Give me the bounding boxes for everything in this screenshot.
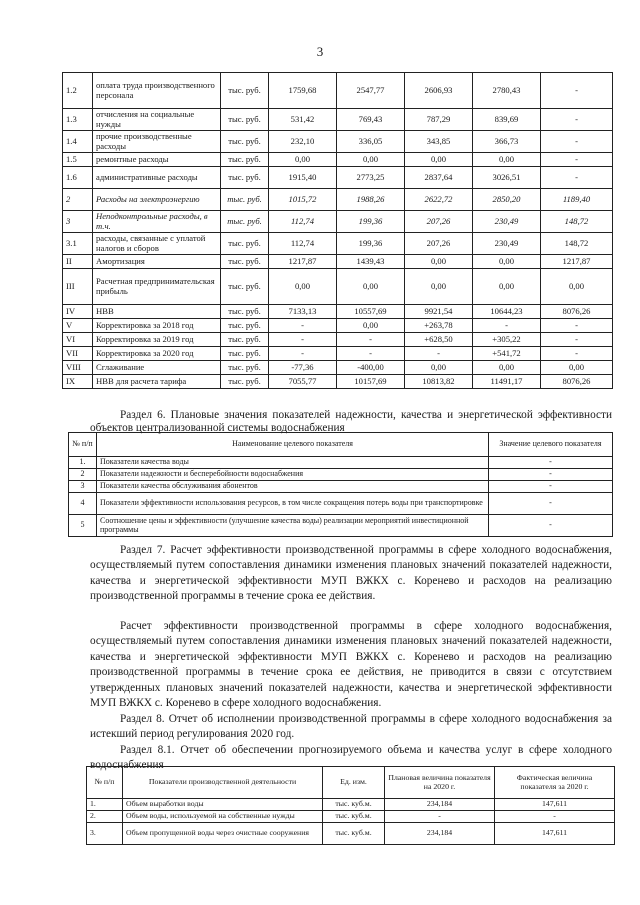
row-name: Расходы на электроэнергию: [93, 189, 221, 211]
row-value-v4: 839,69: [473, 109, 541, 131]
table-row: [87, 811, 615, 823]
row-value-v2: 0,00: [337, 153, 405, 167]
row-value-v2: -: [337, 333, 405, 347]
table-row: [63, 73, 613, 109]
row-unit: тыс. куб.м.: [323, 823, 385, 845]
row-number: 2: [69, 469, 97, 481]
row-value-v5: -: [541, 167, 613, 189]
row-value-v5: 148,72: [541, 233, 613, 255]
row-value-v5: 8076,26: [541, 305, 613, 319]
row-number: 3: [63, 211, 93, 233]
row-value-v1: -: [269, 347, 337, 361]
row-name: Амортизация: [93, 255, 221, 269]
row-name: прочие производственные расходы: [93, 131, 221, 153]
row-value-v4: 366,73: [473, 131, 541, 153]
row-value-v1: 7055,77: [269, 375, 337, 389]
row-value-v3: 2622,72: [405, 189, 473, 211]
row-unit: тыс. руб.: [221, 361, 269, 375]
row-unit: тыс. руб.: [221, 319, 269, 333]
row-number: IX: [63, 375, 93, 389]
row-fact: 147,611: [495, 823, 615, 845]
row-value-v2: -400,00: [337, 361, 405, 375]
row-value-v5: -: [541, 153, 613, 167]
row-number: 1.3: [63, 109, 93, 131]
table-row: [87, 823, 615, 845]
col-header-plan: Плановая величина показателя на 2020 г.: [385, 767, 495, 799]
row-value-v2: 2547,77: [337, 73, 405, 109]
row-number: VI: [63, 333, 93, 347]
table-row: [63, 319, 613, 333]
col-header-number: № п/п: [87, 767, 123, 799]
row-name: Корректировка за 2019 год: [93, 333, 221, 347]
row-name: Показатели надежности и бесперебойности водоснабжения: [97, 469, 489, 481]
row-value-v2: 199,36: [337, 211, 405, 233]
row-number: 2: [63, 189, 93, 211]
row-name: НВВ для расчета тарифа: [93, 375, 221, 389]
row-value-v3: 0,00: [405, 361, 473, 375]
row-unit: тыс. руб.: [221, 347, 269, 361]
row-value-v1: 1015,72: [269, 189, 337, 211]
col-header-fact: Фактическая величина показателя за 2020 г.: [495, 767, 615, 799]
row-value: -: [489, 481, 613, 493]
row-value-v1: 1759,68: [269, 73, 337, 109]
table-row: [63, 167, 613, 189]
section81-heading: Раздел 8.1. Отчет об обеспечении прогнозируемого объема и качества услуг в сфере холодного водоснабжения: [90, 744, 612, 772]
table-row: [63, 269, 613, 305]
row-value: -: [489, 515, 613, 537]
row-value-v3: 2606,93: [405, 73, 473, 109]
row-unit: тыс. руб.: [221, 233, 269, 255]
row-value-v1: 0,00: [269, 269, 337, 305]
row-fact: 147,611: [495, 799, 615, 811]
table-row: [69, 481, 613, 493]
row-unit: тыс. куб.м.: [323, 811, 385, 823]
row-number: 5: [69, 515, 97, 537]
table-row: [69, 469, 613, 481]
row-number: 1.: [69, 457, 97, 469]
row-name: Показатели качества обслуживания абонентов: [97, 481, 489, 493]
row-value-v2: 10157,69: [337, 375, 405, 389]
row-value-v3: +263,78: [405, 319, 473, 333]
row-unit: тыс. руб.: [221, 269, 269, 305]
row-value-v2: 199,36: [337, 233, 405, 255]
row-value-v5: 8076,26: [541, 375, 613, 389]
row-name: административные расходы: [93, 167, 221, 189]
table-row: [63, 131, 613, 153]
row-unit: тыс. руб.: [221, 189, 269, 211]
row-name: расходы, связанные с уплатой налогов и сборов: [93, 233, 221, 255]
row-name: Расчетная предпринимательская прибыль: [93, 269, 221, 305]
cost-table: [62, 72, 613, 389]
row-name: НВВ: [93, 305, 221, 319]
row-value-v2: 0,00: [337, 269, 405, 305]
row-value-v2: -: [337, 347, 405, 361]
table-row: [69, 457, 613, 469]
table-row: [63, 305, 613, 319]
row-name: Объем выработки воды: [123, 799, 323, 811]
section6-heading: Раздел 6. Плановые значения показателей надежности, качества и энергетической эффективности объектов централизованной системы водоснабжения: [90, 409, 612, 434]
row-value-v1: 7133,13: [269, 305, 337, 319]
table-row: [63, 255, 613, 269]
table-row: [63, 109, 613, 131]
row-value: -: [489, 469, 613, 481]
row-value-v5: -: [541, 73, 613, 109]
row-value-v1: 531,42: [269, 109, 337, 131]
table-row: [69, 515, 613, 537]
row-value-v4: 11491,17: [473, 375, 541, 389]
col-header-value: Значение целевого показателя: [489, 433, 613, 457]
row-value-v3: 787,29: [405, 109, 473, 131]
row-value-v1: 0,00: [269, 153, 337, 167]
row-value-v3: 343,85: [405, 131, 473, 153]
section7-heading: Раздел 7. Расчет эффективности производственной программы в сфере холодного водоснабжения, осуществляемый путем сопоставления динамики изменения плановых значений показателей надежности, качества и энергетической эффективности МУП ВЖКХ с. Коренево и расходов на реализацию производственной программы в течение срока ее действия.: [90, 544, 612, 603]
row-name: ремонтные расходы: [93, 153, 221, 167]
row-number: VII: [63, 347, 93, 361]
row-number: 4: [69, 493, 97, 515]
row-value-v3: 0,00: [405, 269, 473, 305]
row-value-v1: -: [269, 333, 337, 347]
row-number: III: [63, 269, 93, 305]
table-row: [63, 211, 613, 233]
table-header-row: [87, 767, 615, 799]
row-value-v4: +305,22: [473, 333, 541, 347]
row-fact: -: [495, 811, 615, 823]
row-name: Объем воды, используемой на собственные нужды: [123, 811, 323, 823]
row-unit: тыс. руб.: [221, 211, 269, 233]
col-header-number: № п/п: [69, 433, 97, 457]
row-value-v3: +628,50: [405, 333, 473, 347]
row-value-v4: 0,00: [473, 153, 541, 167]
row-unit: тыс. руб.: [221, 167, 269, 189]
section6-table: [68, 432, 613, 537]
row-value-v4: -: [473, 319, 541, 333]
row-value-v5: -: [541, 333, 613, 347]
row-value-v4: 0,00: [473, 361, 541, 375]
row-name: Показатели эффективности использования ресурсов, в том числе сокращения потерь воды при транспортировке: [97, 493, 489, 515]
row-number: 3.1: [63, 233, 93, 255]
row-value-v5: -: [541, 109, 613, 131]
row-value-v5: 1189,40: [541, 189, 613, 211]
table-row: [63, 189, 613, 211]
row-value-v3: 0,00: [405, 153, 473, 167]
row-value: -: [489, 457, 613, 469]
row-number: 3.: [87, 823, 123, 845]
table-header-row: [69, 433, 613, 457]
row-value-v4: 3026,51: [473, 167, 541, 189]
row-number: 3: [69, 481, 97, 493]
row-name: Неподконтрольные расходы, в т.ч.: [93, 211, 221, 233]
row-name: отчисления на социальные нужды: [93, 109, 221, 131]
table-row: [63, 333, 613, 347]
row-value-v2: 1988,26: [337, 189, 405, 211]
row-value-v5: 1217,87: [541, 255, 613, 269]
row-value-v4: 230,49: [473, 233, 541, 255]
row-value-v4: 230,49: [473, 211, 541, 233]
row-name: Корректировка за 2018 год: [93, 319, 221, 333]
row-value-v5: 148,72: [541, 211, 613, 233]
col-header-name: Показатели производственной деятельности: [123, 767, 323, 799]
row-number: IV: [63, 305, 93, 319]
row-name: Показатели качества воды: [97, 457, 489, 469]
row-number: 1.2: [63, 73, 93, 109]
row-plan: 234,184: [385, 823, 495, 845]
row-value-v2: 769,43: [337, 109, 405, 131]
col-header-unit: Ед. изм.: [323, 767, 385, 799]
row-value-v5: -: [541, 131, 613, 153]
row-unit: тыс. руб.: [221, 375, 269, 389]
section81-table: [86, 766, 615, 845]
row-value-v1: 1217,87: [269, 255, 337, 269]
row-value-v1: 112,74: [269, 233, 337, 255]
col-header-name: Наименование целевого показателя: [97, 433, 489, 457]
row-name: Соотношение цены и эффективности (улучшение качества воды) реализации мероприятий инвестиционной программы: [97, 515, 489, 537]
row-value-v4: 2850,20: [473, 189, 541, 211]
row-value-v1: 1915,40: [269, 167, 337, 189]
row-number: 1.: [87, 799, 123, 811]
row-number: VIII: [63, 361, 93, 375]
row-value-v1: 232,10: [269, 131, 337, 153]
row-value-v3: 0,00: [405, 255, 473, 269]
row-number: 1.4: [63, 131, 93, 153]
table-row: [69, 493, 613, 515]
table-row: [63, 153, 613, 167]
row-unit: тыс. руб.: [221, 333, 269, 347]
row-plan: 234,184: [385, 799, 495, 811]
row-name: Корректировка за 2020 год: [93, 347, 221, 361]
row-number: II: [63, 255, 93, 269]
row-unit: тыс. руб.: [221, 73, 269, 109]
row-plan: -: [385, 811, 495, 823]
row-value-v2: 336,05: [337, 131, 405, 153]
table-row: [63, 361, 613, 375]
row-unit: тыс. куб.м.: [323, 799, 385, 811]
row-value-v4: 0,00: [473, 269, 541, 305]
row-number: V: [63, 319, 93, 333]
row-value-v2: 0,00: [337, 319, 405, 333]
row-number: 2.: [87, 811, 123, 823]
row-value-v3: -: [405, 347, 473, 361]
row-value-v2: 10557,69: [337, 305, 405, 319]
row-value-v4: 10644,23: [473, 305, 541, 319]
row-value-v5: -: [541, 319, 613, 333]
row-value-v2: 1439,43: [337, 255, 405, 269]
row-unit: тыс. руб.: [221, 131, 269, 153]
row-value-v3: 9921,54: [405, 305, 473, 319]
row-value-v5: 0,00: [541, 361, 613, 375]
row-value-v2: 2773,25: [337, 167, 405, 189]
row-value-v1: -: [269, 319, 337, 333]
table-row: [63, 375, 613, 389]
row-unit: тыс. руб.: [221, 153, 269, 167]
row-value-v3: 207,26: [405, 233, 473, 255]
row-value-v3: 2837,64: [405, 167, 473, 189]
row-name: Объем пропущенной воды через очистные сооружения: [123, 823, 323, 845]
row-unit: тыс. руб.: [221, 305, 269, 319]
table-row: [87, 799, 615, 811]
row-value-v4: 0,00: [473, 255, 541, 269]
section7-body: Расчет эффективности производственной программы в сфере холодного водоснабжения, осуществляемый путем сопоставления динамики изменения плановых значений показателей надежности, качества и энергетической эффективности МУП ВЖКХ с. Коренево и расходов на реализацию производственной программы в течение срока ее действия, не приводится в связи с отсутствием утвержденных плановых значений показателей надежности, качества и энергетической эффективности МУП ВЖКХ с. Коренево в сфере холодного водоснабжения.: [90, 620, 612, 710]
row-value-v3: 10813,82: [405, 375, 473, 389]
row-value-v5: -: [541, 347, 613, 361]
row-unit: тыс. руб.: [221, 255, 269, 269]
row-value-v4: 2780,43: [473, 73, 541, 109]
section8-heading: Раздел 8. Отчет об исполнении производственной программы в сфере холодного водоснабжения за истекший период регулирования 2020 год.: [90, 713, 612, 741]
table-row: [63, 233, 613, 255]
row-number: 1.5: [63, 153, 93, 167]
row-value-v1: 112,74: [269, 211, 337, 233]
row-value: -: [489, 493, 613, 515]
page-number: 3: [316, 44, 324, 59]
table-row: [63, 347, 613, 361]
row-unit: тыс. руб.: [221, 109, 269, 131]
row-number: 1.6: [63, 167, 93, 189]
row-value-v4: +541,72: [473, 347, 541, 361]
row-value-v1: -77,36: [269, 361, 337, 375]
row-name: Сглаживание: [93, 361, 221, 375]
row-value-v5: 0,00: [541, 269, 613, 305]
row-value-v3: 207,26: [405, 211, 473, 233]
row-name: оплата труда производственного персонала: [93, 73, 221, 109]
